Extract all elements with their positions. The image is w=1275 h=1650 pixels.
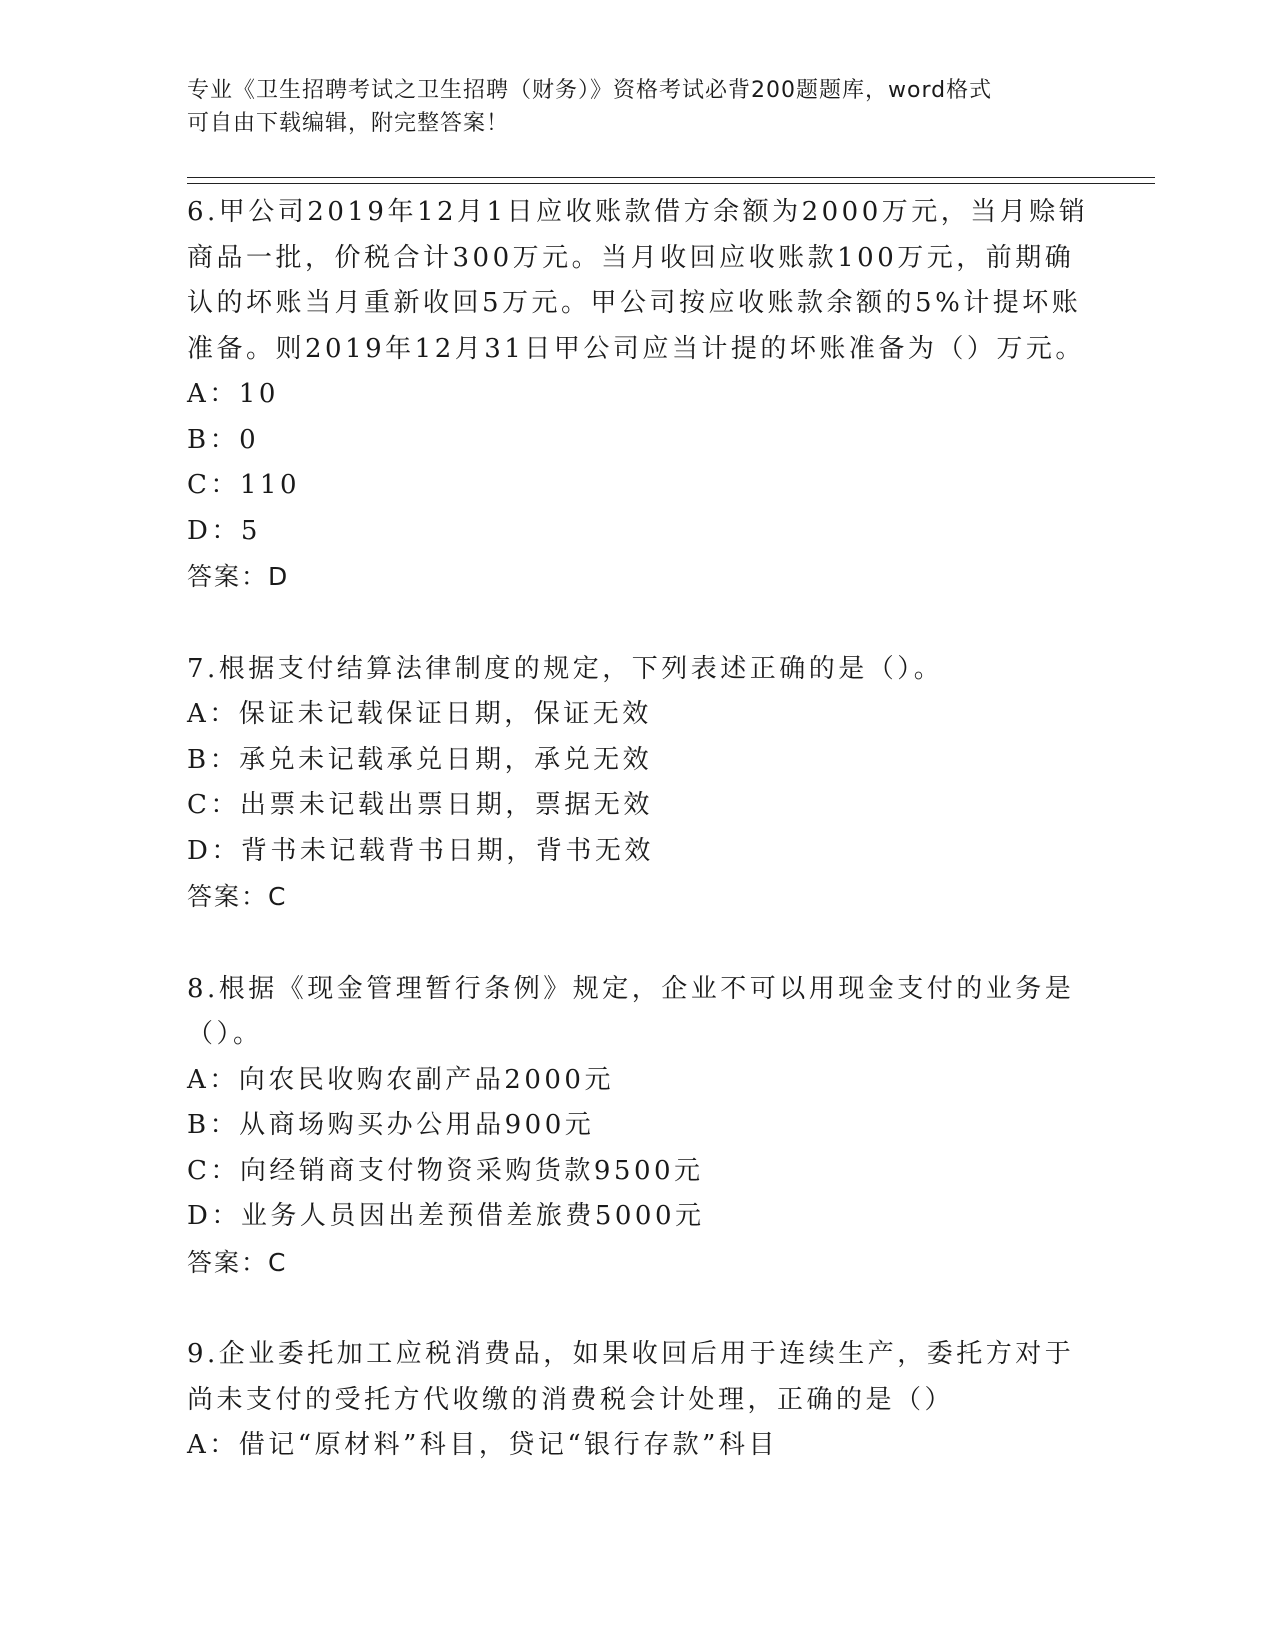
answer-label: 答案：C bbox=[187, 1247, 288, 1277]
question-9 bbox=[187, 1332, 1087, 1469]
option-a: A：向农民收购农副产品2000元 bbox=[187, 1064, 614, 1095]
header-divider-top bbox=[187, 177, 1155, 178]
question-7 bbox=[187, 647, 1087, 920]
option-a: A：10 bbox=[187, 379, 279, 409]
option-b: B：0 bbox=[187, 424, 260, 455]
question-text-line: 尚未支付的受托方代收缴的消费税会计处理，正确的是（） bbox=[187, 1384, 955, 1415]
option-b: B：承兑未记载承兑日期，承兑无效 bbox=[187, 744, 653, 775]
option-a: A：保证未记载保证日期，保证无效 bbox=[187, 699, 652, 729]
answer-label: 答案：D bbox=[187, 562, 290, 591]
question-list bbox=[187, 190, 1087, 1516]
header-line-2: 可自由下载编辑，附完整答案！ bbox=[187, 111, 510, 136]
option-c: C：向经销商支付物资采购货款9500元 bbox=[187, 1155, 704, 1186]
question-text-line: 7.根据支付结算法律制度的规定，下列表述正确的是（）。 bbox=[187, 653, 944, 684]
question-text-line: 8.根据《现金管理暂行条例》规定，企业不可以用现金支付的业务是 bbox=[187, 973, 1075, 1004]
header-divider-bottom bbox=[187, 183, 1155, 184]
option-a: A：借记“原材料”科目，贷记“银行存款”科目 bbox=[187, 1430, 778, 1460]
answer-label: 答案：C bbox=[187, 882, 288, 911]
option-d: D：5 bbox=[187, 515, 261, 546]
option-d: D：业务人员因出差预借差旅费5000元 bbox=[187, 1201, 705, 1231]
question-text-line: 准备。则2019年12月31日甲公司应当计提的坏账准备为（）万元。 bbox=[187, 333, 1085, 364]
option-d: D：背书未记载背书日期，背书无效 bbox=[187, 835, 654, 866]
option-b: B：从商场购买办公用品900元 bbox=[187, 1110, 595, 1140]
question-text-line: 6.甲公司2019年12月1日应收账款借方余额为2000万元，当月赊销 bbox=[187, 197, 1089, 227]
header-line-1: 专业《卫生招聘考试之卫生招聘（财务）》资格考试必背200题题库，word格式 bbox=[187, 78, 993, 103]
question-8 bbox=[187, 967, 1087, 1286]
question-text-line: 商品一批，价税合计300万元。当月收回应收账款100万元，前期确 bbox=[187, 242, 1075, 273]
option-c: C：出票未记载出票日期，票据无效 bbox=[187, 790, 653, 820]
document-header bbox=[187, 74, 1067, 140]
question-text-line: （）。 bbox=[187, 1019, 263, 1049]
question-text-line: 9.企业委托加工应税消费品，如果收回后用于连续生产，委托方对于 bbox=[187, 1339, 1075, 1369]
question-6 bbox=[187, 190, 1087, 600]
question-text-line: 认的坏账当月重新收回5万元。甲公司按应收账款余额的5%计提坏账 bbox=[187, 288, 1082, 318]
option-c: C：110 bbox=[187, 470, 301, 500]
